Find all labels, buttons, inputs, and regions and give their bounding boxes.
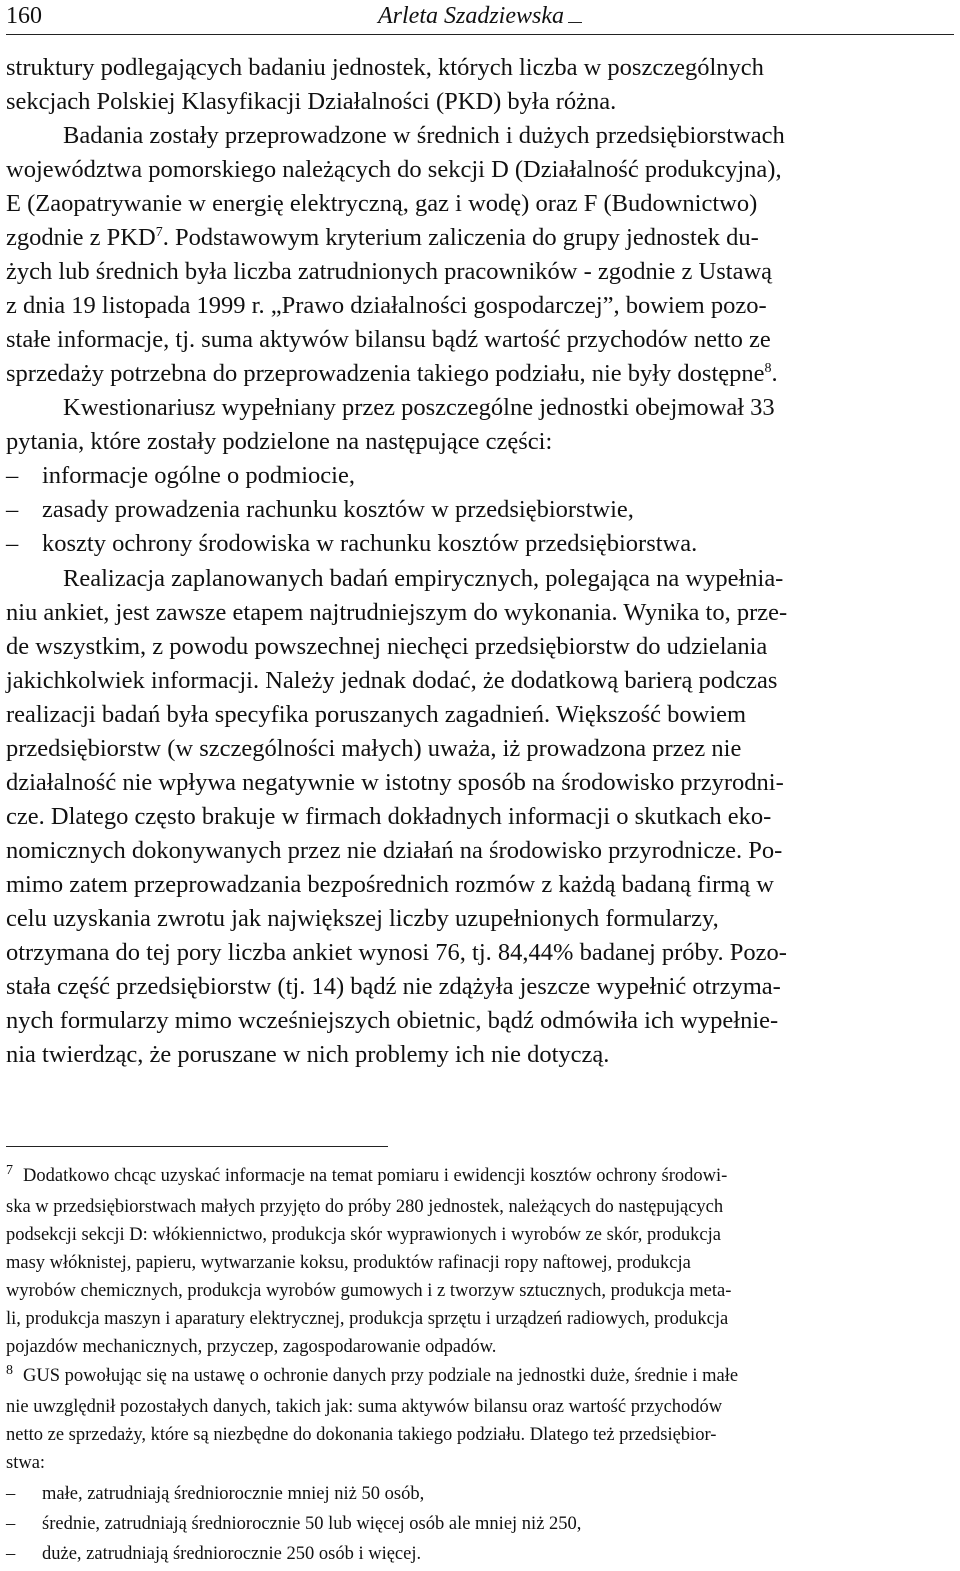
footnote-8 (6, 1363, 738, 1389)
footnote-list-text: duże, zatrudniają średniorocznie 250 osób i więcej. (42, 1544, 422, 1564)
page-number: 160 (6, 3, 42, 29)
dash-bullet-icon: – (6, 462, 19, 489)
list-item (6, 460, 355, 492)
body-text-span: sprzedaży potrzebna do przeprowadzenia takiego podziału, nie były dostępne (6, 360, 765, 387)
page-header (6, 0, 954, 35)
footnote-list-item (6, 1511, 581, 1537)
body-line: celu uzyskania zwrotu jak największej liczby uzupełnionych formularzy, (6, 905, 719, 932)
body-line: nomicznych dokonywanych przez nie działań na środowisko przyrodnicze. Po- (6, 837, 783, 864)
footnote-text: GUS powołując się na ustawę o ochronie danych przy podziale na jednostki duże, średnie i małe (23, 1366, 739, 1386)
footnote-number: 7 (6, 1162, 13, 1178)
footnote-number: 8 (6, 1362, 13, 1378)
body-line: jakichkolwiek informacji. Należy jednak dodać, że dodatkową barierą podczas (6, 667, 778, 694)
body-line: Kwestionariusz wypełniany przez poszczególne jednostki obejmował 33 (63, 394, 775, 421)
footnote-list-text: małe, zatrudniają średniorocznie mniej niż 50 osób, (42, 1484, 425, 1504)
body-line: przedsiębiorstw (w szczególności małych) uważa, iż prowadzona przez nie (6, 735, 742, 762)
body-line: de wszystkim, z powodu powszechnej niechęci przedsiębiorstw do udzielania (6, 633, 768, 660)
list-item-text: informacje ogólne o podmiocie, (42, 462, 355, 489)
body-line: realizacji badań była specyfika poruszanych zagadnień. Większość bowiem (6, 701, 747, 728)
body-line: stała część przedsiębiorstw (tj. 14) bądź nie zdążyła jeszcze wypełnić otrzyma- (6, 973, 781, 1000)
dash-bullet-icon: – (6, 1514, 16, 1534)
body-line: nych formularzy mimo wcześniejszych obietnic, bądź odmówiła ich wypełnie- (6, 1007, 779, 1034)
footnote-line: masy włóknistej, papieru, wytwarzanie koksu, produktów rafinacji ropy naftowej, produkcja (6, 1253, 691, 1273)
footnote-ref-8[interactable]: 8 (764, 360, 772, 376)
list-item (6, 528, 697, 560)
body-line (6, 222, 759, 254)
list-item-text: zasady prowadzenia rachunku kosztów w przedsiębiorstwie, (42, 496, 634, 523)
body-line: otrzymana do tej pory liczba ankiet wynosi 76, tj. 84,44% badanej próby. Pozo- (6, 939, 787, 966)
body-line: Realizacja zaplanowanych badań empirycznych, polegająca na wypełnia- (63, 565, 784, 592)
footnote-line: podsekcji sekcji D: włókiennictwo, produkcja skór wyprawionych i wyrobów ze skór, produkcja (6, 1225, 721, 1245)
body-text-span: zgodnie z PKD (6, 224, 156, 251)
body-line: województwa pomorskiego należących do sekcji D (Działalność produkcyjna), (6, 156, 782, 183)
running-head-author: Arleta Szadziewska (378, 0, 582, 32)
body-line: Badania zostały przeprowadzone w średnich i dużych przedsiębiorstwach (63, 122, 785, 149)
body-line: cze. Dlatego często brakuje w firmach dokładnych informacji o skutkach eko- (6, 803, 772, 830)
dash-bullet-icon: – (6, 496, 19, 523)
footnote-line: nie uwzględnił pozostałych danych, takich jak: suma aktywów bilansu oraz wartość przychodów (6, 1397, 723, 1417)
footnote-text: Dodatkowo chcąc uzyskać informacje na temat pomiaru i ewidencji kosztów ochrony środowi- (23, 1166, 728, 1186)
body-line (6, 358, 778, 390)
list-item-text: koszty ochrony środowiska w rachunku kosztów przedsiębiorstwa. (42, 530, 698, 557)
list-item (6, 494, 634, 526)
body-line: E (Zaopatrywanie w energię elektryczną, gaz i wodę) oraz F (Budownictwo) (6, 190, 758, 217)
footnote-list-item (6, 1541, 421, 1567)
footnote-line: li, produkcja maszyn i aparatury elektrycznej, produkcja sprzętu i urządzeń radiowych, produkcja (6, 1309, 729, 1329)
body-text-span: . Podstawowym kryterium zaliczenia do grupy jednostek du- (162, 224, 759, 251)
body-line: sekcjach Polskiej Klasyfikacji Działalności (PKD) była różna. (6, 88, 617, 115)
body-line: stałe informacje, tj. suma aktywów bilansu bądź wartość przychodów netto ze (6, 326, 771, 353)
footnote-line: pojazdów mechanicznych, przyczep, zagospodarowanie odpadów. (6, 1337, 497, 1357)
footnote-list-text: średnie, zatrudniają średniorocznie 50 lub więcej osób ale mniej niż 250, (42, 1514, 582, 1534)
footnote-ref-7[interactable]: 7 (155, 224, 163, 240)
dash-bullet-icon: – (6, 1484, 16, 1504)
body-line: pytania, które zostały podzielone na następujące części: (6, 428, 553, 455)
body-line: żych lub średnich była liczba zatrudnionych pracowników - zgodnie z Ustawą (6, 258, 773, 285)
footnote-line: stwa: (6, 1453, 46, 1473)
body-line: z dnia 19 listopada 1999 r. „Prawo działalności gospodarczej”, bowiem pozo- (6, 292, 767, 319)
body-text-span: . (771, 360, 778, 387)
dash-bullet-icon: – (6, 1544, 16, 1564)
footnote-divider (6, 1146, 388, 1147)
footnote-line: wyrobów chemicznych, produkcja wyrobów gumowych i z tworzyw sztucznych, produkcja meta- (6, 1281, 732, 1301)
dash-bullet-icon: – (6, 530, 19, 557)
body-line: nia twierdząc, że poruszane w nich problemy ich nie dotyczą. (6, 1041, 610, 1068)
body-line: mimo zatem przeprowadzania bezpośrednich rozmów z każdą badaną firmą w (6, 871, 774, 898)
body-line: działalność nie wpływa negatywnie w istotny sposób na środowisko przyrodni- (6, 769, 784, 796)
body-line: struktury podlegających badaniu jednostek, których liczba w poszczególnych (6, 54, 764, 81)
body-line: niu ankiet, jest zawsze etapem najtrudniejszym do wykonania. Wynika to, prze- (6, 599, 788, 626)
footnote-list-item (6, 1481, 424, 1507)
footnote-line: ska w przedsiębiorstwach małych przyjęto do próby 280 jednostek, należących do następujących (6, 1197, 724, 1217)
footnote-7 (6, 1163, 727, 1189)
footnote-line: netto ze sprzedaży, które są niezbędne do dokonania takiego podziału. Dlatego też przedsiębior- (6, 1425, 717, 1445)
